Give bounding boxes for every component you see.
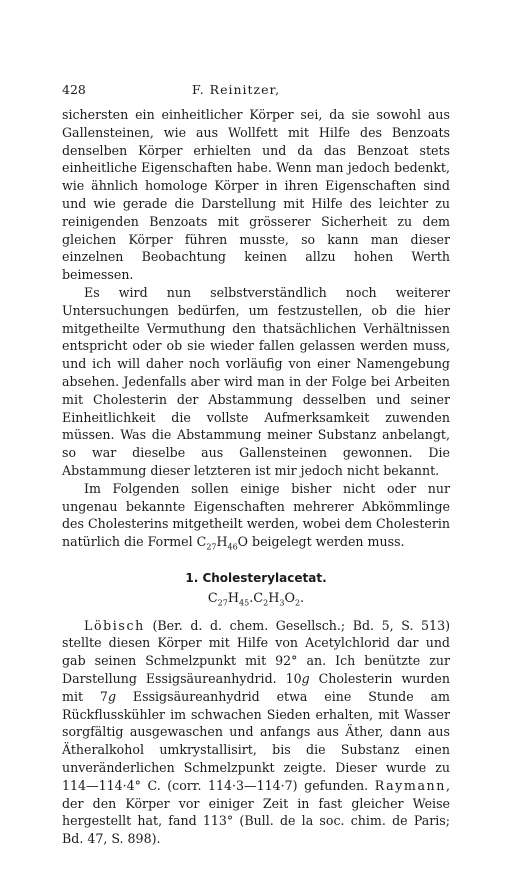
paragraph-3-text-after: beigelegt werden muss. [248,534,405,550]
page-header [62,82,450,102]
paragraph-1: sichersten ein einheitlicher Körper sei, da sie sowohl aus Gallensteinen, wie aus Wollfett mit Hilfe des Benzoats denselben Körper erhielten und da das Benzoat stets einheitliche Eigenschaften habe. Wenn man jedoch bedenkt, wie ähnlich homologe Körper in ihren Eigenschaften sind und wie gerade die Darstellung mit Hilfe des leichter zu reinigenden Benzoats mit grösserer Sicherheit zu dem gleichen Körper führen musste, so kann man dieser einzelnen Beobachtung keinen allzu hohen Werth beimessen. [62,107,450,283]
body-text [62,106,450,848]
paragraph-3 [62,480,450,557]
unit-gram: g [107,688,117,704]
unit-gram: g [301,670,310,686]
paragraph-3-text-before: Im Folgenden sollen einige bisher nicht oder nur ungenau bekannte Eigenschaften mehrerer Abkömmlinge des Cholesterins mitgetheilt werden, wobei dem Cholesterin natürlich die Formel [62,480,450,550]
author-name-loebisch: Löbisch [84,617,145,633]
section-title: 1. Cholesterylacetat. [185,571,327,586]
paragraph-4: Löbisch (Ber. d. d. chem. Gesellsch.; Bd. 5, S. 513) stellte diesen Körper mit Hilfe von Acetylchlorid dar und gab seinen Schmelzpunkt mit 92° an. Ich benützte zur Darstellung Essigsäureanhydrid. 10g Cholesterin wurden mit 7g Essigsäureanhydrid etwa eine Stunde am Rückflusskühler im schwachen Sieden erhalten, mit Wasser sorgfältig ausgewaschen und anfangs aus Äther, dann aus Ätheralkohol umkrystallisirt, bis die Substanz einen unveränderlichen Schmelzpunkt zeigte. Dieser wurde zu 114—114·4° C. (corr. 114·3—114·7) gefunden. Raymann, der den Körper vor einiger Zeit in fast gleicher Weise hergestellt hat, fand 113° (Bull. de la soc. chim. de Paris; Bd. 47, S. 898). [62,617,450,847]
page-number: 428 [62,82,86,97]
paragraph-2: Es wird nun selbstverständlich noch weiterer Untersuchungen bedürfen, um festzustellen, ob die hier mitgetheilte Vermuthung den thatsächlichen Verhältnissen entspricht oder ob sie wieder fallen gelassen werden muss, und ich will daher noch vorläufig von einer Namengebung absehen. Jedenfalls aber wird man in der Folge bei Arbeiten mit Cholesterin der Abstammung desselben und seiner Einheitlichkeit die vollste Aufmerksamkeit zuwenden müssen. Was die Abstammung meiner Substanz anbelangt, so war dieselbe aus Gallensteinen gewonnen. Die Abstammung dieser letzteren ist mir jedoch nicht bekannt. [62,284,450,478]
author-name-raymann: Raymann [374,777,446,793]
running-head: F. Reinitzer, [192,82,281,97]
section-formula: $C_{27}H_{45}.C_2H_3O_2$. [207,591,305,608]
cholesterin-formula: $C_{27}H_{46}O$ [196,534,248,552]
